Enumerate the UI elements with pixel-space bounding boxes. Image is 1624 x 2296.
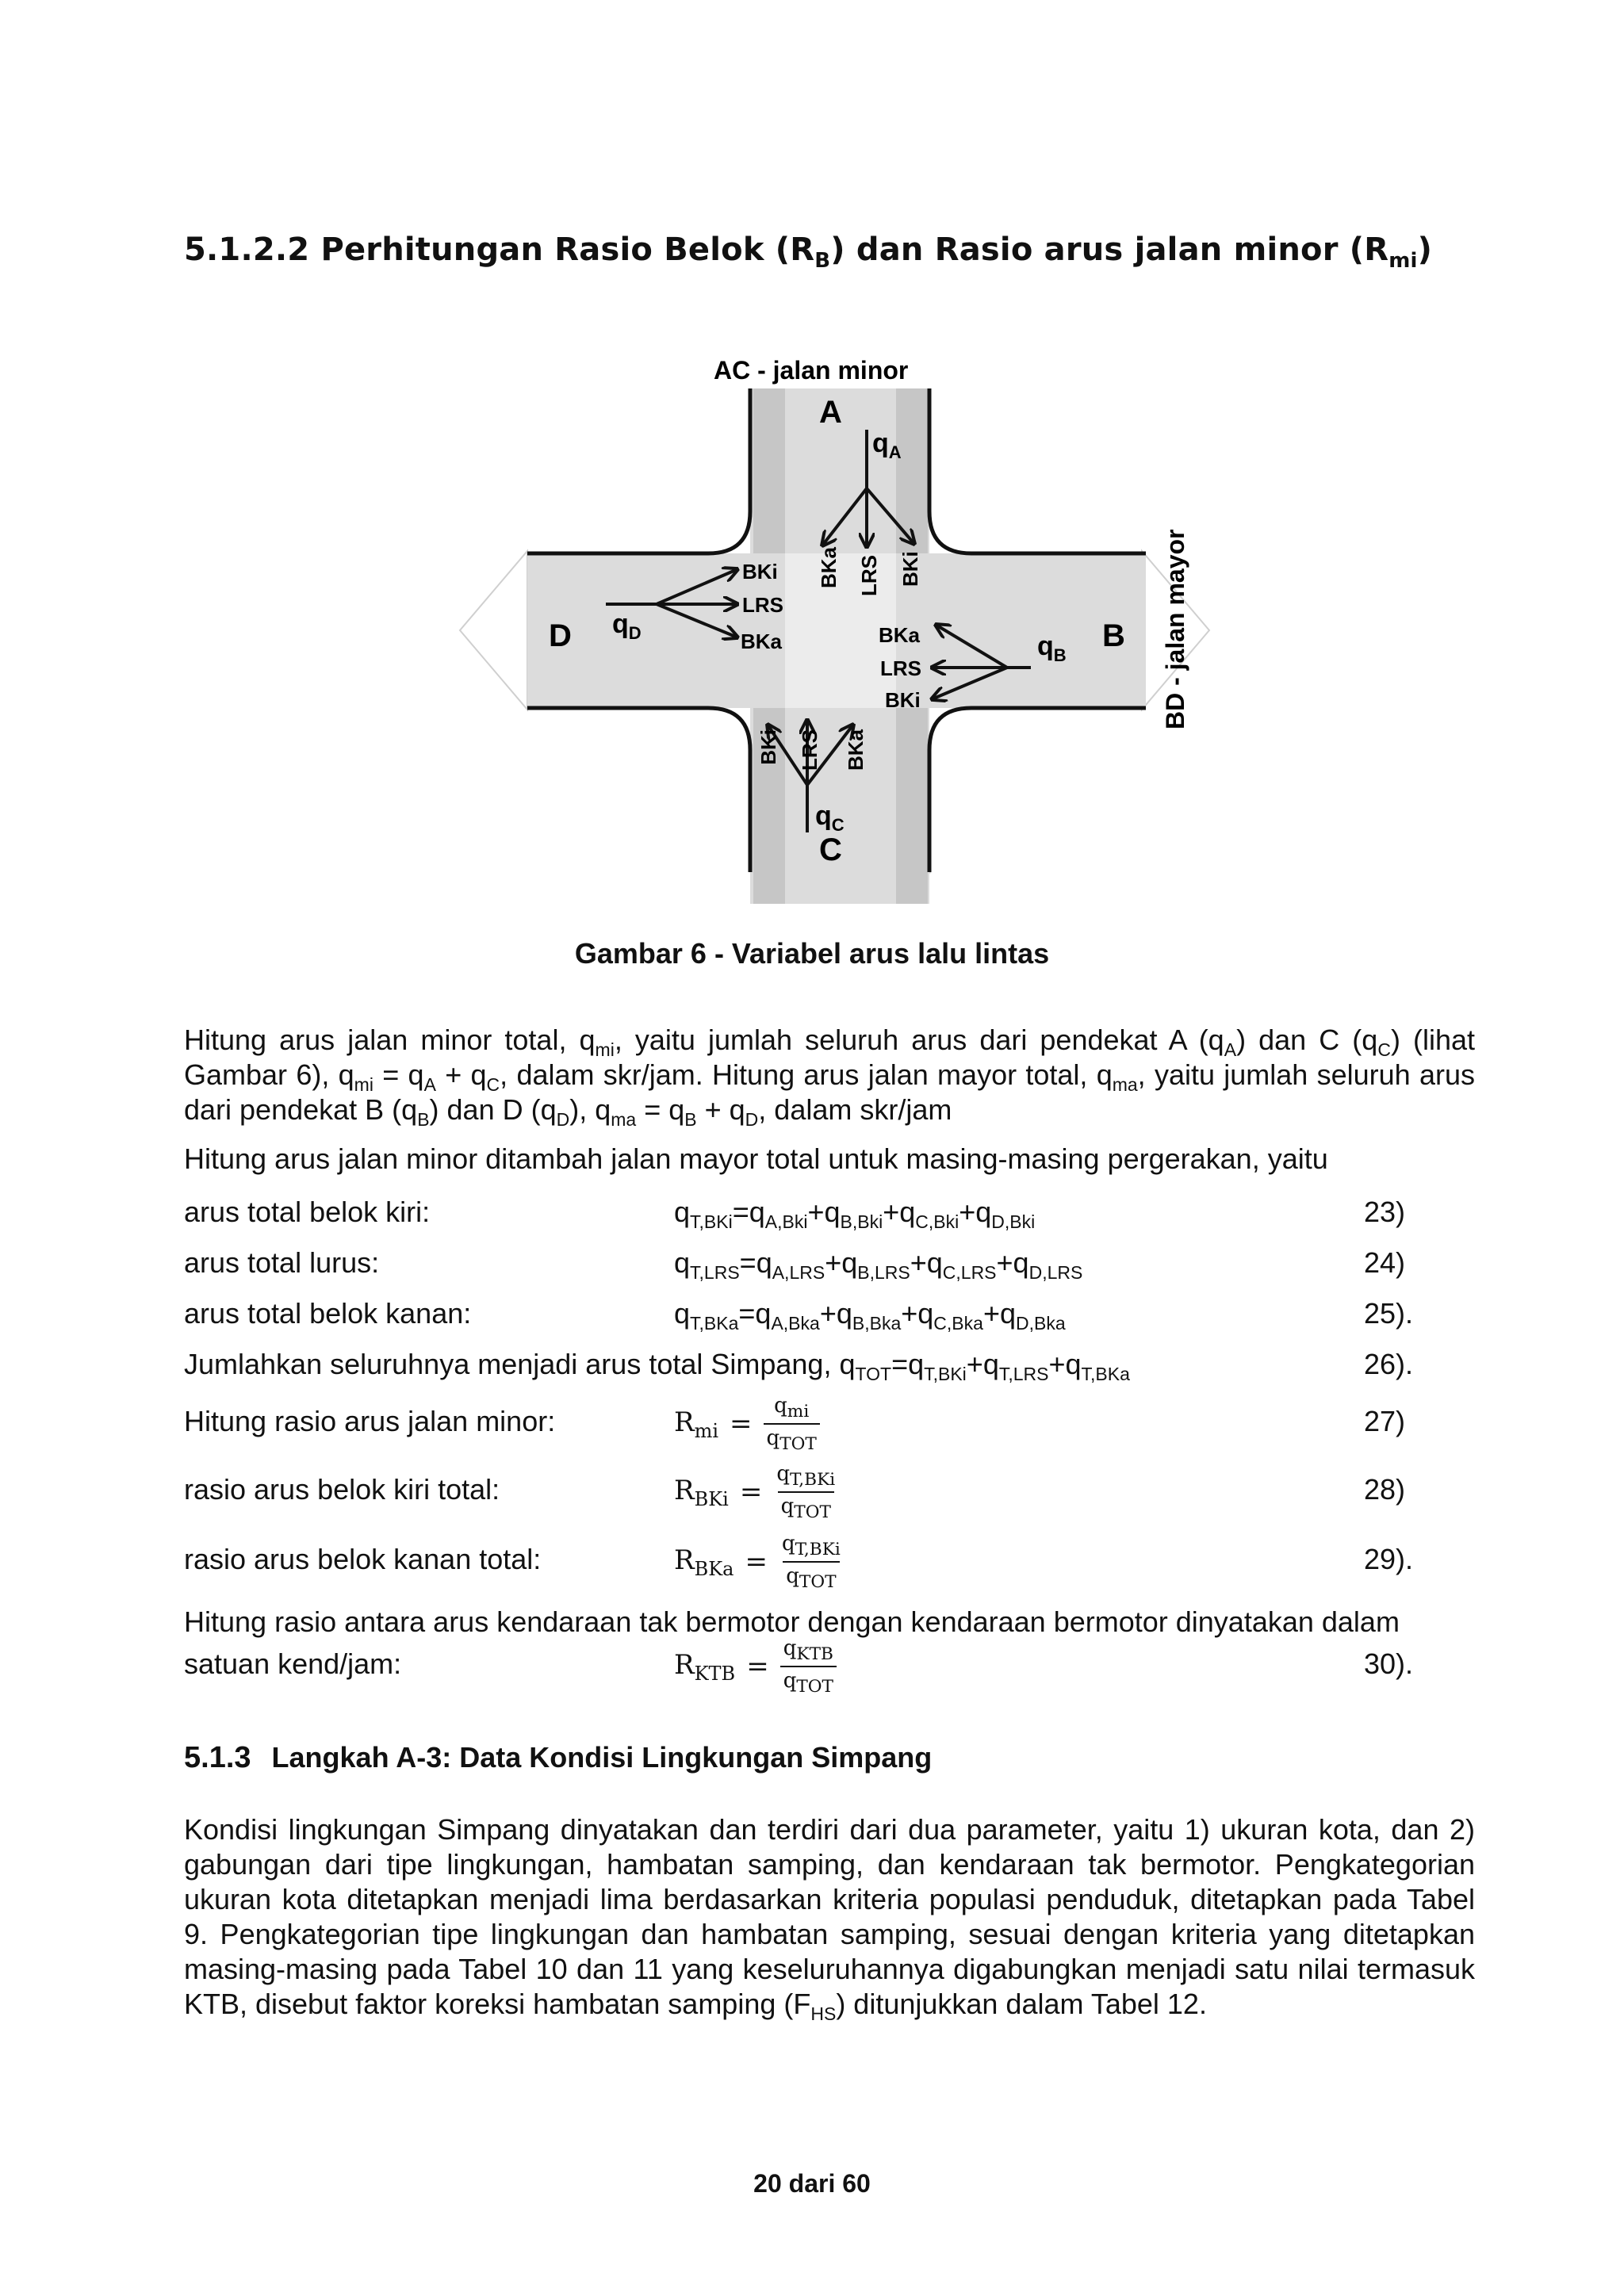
equation-29: [184, 1532, 1475, 1593]
section-heading: 5.1.2.2 Perhitungan Rasio Belok $(R_B)$ dan Rasio arus jalan minor $(R_{mi})$: [184, 232, 1433, 273]
b-bki-label: BKi: [885, 688, 921, 712]
equation-label: arus total belok kiri:: [184, 1196, 431, 1228]
paragraph-minor-major: Hitung arus jalan minor total, $q_{mi}$, yaitu jumlah seluruh arus dari pendekat A $(q_A)$ dan C $(q_C)$ (lihat Gambar 6), $q_{mi} = q_A + q_C$, dalam skr/jam. Hitung arus jalan mayor total, $q_{ma}$, yaitu jumlah seluruh arus dari pendekat B $(q_B)$ dan D $(q_D)$, $q_{ma} = q_B + q_D$, dalam skr/jam: [184, 1024, 1476, 1131]
paragraph-movement-intro: Hitung arus jalan minor ditambah jalan mayor total untuk masing-masing pergerakan, yaitu: [184, 1142, 1328, 1175]
c-bka-label: BKa: [844, 729, 868, 771]
q-a-label: $q_A$: [872, 428, 902, 462]
label-bd-major: BD - jalan mayor: [1161, 529, 1189, 729]
equation-30: [184, 1636, 1475, 1697]
equation-number: 26).: [1364, 1348, 1414, 1380]
equation-26: [184, 1348, 1475, 1395]
ratio-formula: $R_{BKi}$ = $q_{T,BKi}$ $q_{TOT}$: [674, 1462, 836, 1523]
equation-label: rasio arus belok kanan total:: [184, 1543, 542, 1575]
lane-tint: [896, 708, 928, 904]
equation-number: 23): [1364, 1196, 1406, 1228]
equation-formula: $q_{T,BKi}=q_{A,Bki}+q_{B,Bki}+q_{C,Bki}+q_{D,Bki}$: [674, 1196, 1036, 1233]
equation-formula: $q_{T,BKa}=q_{A,Bka}+q_{B,Bka}+q_{C,Bka}+q_{D,Bka}$: [674, 1297, 1066, 1334]
a-lrs-label: LRS: [857, 555, 881, 596]
c-bki-label: BKi: [756, 729, 780, 765]
paragraph-ktb: Hitung rasio antara arus kendaraan tak bermotor dengan kendaraan bermotor dinyatakan dalam: [184, 1605, 1400, 1638]
equation-number: 28): [1364, 1473, 1406, 1506]
figure-caption: Gambar 6 - Variabel arus lalu lintas: [574, 937, 1050, 970]
q-b-label: $q_B$: [1037, 631, 1067, 665]
d-bka-label: BKa: [741, 629, 783, 653]
ratio-formula: $R_{BKa}$ = $q_{T,BKi}$ $q_{TOT}$: [674, 1532, 841, 1593]
label-ac-minor: AC - jalan minor: [714, 356, 909, 385]
equation-number: 25).: [1364, 1297, 1414, 1330]
intersection-diagram: [444, 349, 1221, 904]
a-bka-label: BKa: [817, 546, 841, 588]
b-bka-label: BKa: [879, 623, 921, 647]
road-outline-left: [460, 551, 527, 710]
d-lrs-label: LRS: [742, 593, 783, 617]
equation-label: satuan kend/jam:: [184, 1647, 402, 1680]
equation-label: arus total belok kanan:: [184, 1297, 472, 1330]
ratio-formula: $R_{KTB}$ = $q_{KTB}$ $q_{TOT}$: [674, 1636, 837, 1697]
approach-a: A: [819, 395, 842, 430]
a-bki-label: BKi: [898, 551, 922, 587]
approach-c: C: [819, 832, 842, 867]
equation-23: [184, 1196, 1475, 1243]
equation-formula: $q_{T,LRS}=q_{A,LRS}+q_{B,LRS}+q_{C,LRS}+q_{D,LRS}$: [674, 1246, 1083, 1284]
paragraph-environment: Kondisi lingkungan Simpang dinyatakan dan terdiri dari dua parameter, yaitu 1) ukuran kota, dan 2) gabungan dari tipe lingkungan, hambatan samping, dan kendaraan tak bermotor. Pengkategorian ukuran kota ditetapkan menjadi lima berdasarkan kriteria populasi penduduk, ditetapkan pada Tabel 9. Pengkategorian tipe lingkungan dan hambatan samping, sesuai dengan kriteria yang ditetapkan masing-masing pada Tabel 10 dan 11 yang keseluruhannya digabungkan menjadi satu nilai termasuk KTB, disebut faktor koreksi hambatan samping $(F_{HS})$ ditunjukkan dalam Tabel 12.: [184, 1813, 1475, 2025]
equation-24: [184, 1246, 1475, 1294]
approach-b: B: [1102, 618, 1125, 653]
subsection-heading: 5.1.3 Langkah A-3: Data Kondisi Lingkungan Simpang: [184, 1741, 933, 1774]
equation-25: [184, 1297, 1475, 1345]
equation-label-formula: Jumlahkan seluruhnya menjadi arus total Simpang, $q_{TOT}=q_{T,BKi}+q_{T,LRS}+q_{T,BKa}$: [184, 1348, 1130, 1385]
c-lrs-label: LRS: [798, 729, 822, 771]
equation-label: arus total lurus:: [184, 1246, 380, 1279]
q-d-label: $q_D$: [612, 609, 642, 643]
equation-number: 27): [1364, 1405, 1406, 1437]
b-lrs-label: LRS: [880, 656, 921, 680]
q-c-label: $q_C$: [815, 801, 845, 835]
equation-number: 24): [1364, 1246, 1406, 1279]
equation-number: 30).: [1364, 1647, 1414, 1680]
lane-tint: [753, 388, 785, 553]
approach-d: D: [549, 618, 572, 653]
d-bki-label: BKi: [742, 560, 778, 584]
page-number: 20 dari 60: [753, 2169, 871, 2198]
equation-number: 29).: [1364, 1543, 1414, 1575]
equation-label: rasio arus belok kiri total:: [184, 1473, 500, 1506]
ratio-formula: $R_{mi}$ = $q_{mi}$ $q_{TOT}$: [674, 1394, 820, 1454]
equation-label: Hitung rasio arus jalan minor:: [184, 1405, 556, 1437]
equation-28: [184, 1462, 1475, 1523]
equation-27: [184, 1394, 1475, 1455]
